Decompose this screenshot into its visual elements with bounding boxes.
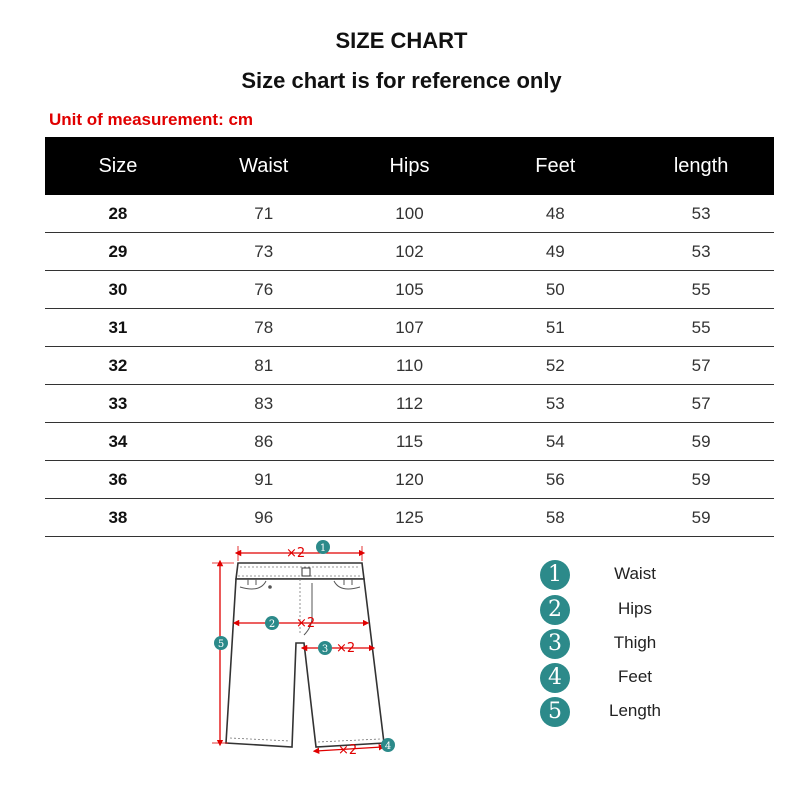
header-waist: Waist — [239, 154, 289, 177]
cell-waist: 86 — [191, 423, 337, 461]
table-row — [45, 233, 774, 271]
cell-feet: 56 — [482, 461, 628, 499]
cell-length: 59 — [628, 499, 774, 537]
cell-length: 57 — [628, 385, 774, 423]
cell-length: 59 — [628, 423, 774, 461]
header-hips: Hips — [389, 154, 430, 177]
cell-length: 55 — [628, 309, 774, 347]
marker-1 — [316, 540, 330, 554]
legend-item-feet — [540, 663, 700, 693]
belt-loop — [302, 568, 310, 576]
cell-waist: 76 — [191, 271, 337, 309]
shorts-diagram — [200, 535, 420, 775]
cell-feet: 53 — [482, 385, 628, 423]
cell-feet: 58 — [482, 499, 628, 537]
table-row — [45, 271, 774, 309]
svg-text:2: 2 — [268, 619, 276, 630]
cell-hips: 110 — [337, 347, 483, 385]
cell-length: 53 — [628, 233, 774, 271]
cell-size: 36 — [45, 461, 191, 499]
cell-waist: 73 — [191, 233, 337, 271]
cell-size: 30 — [45, 271, 191, 309]
page-title: SIZE CHART — [335, 28, 468, 53]
cell-size: 29 — [45, 233, 191, 271]
feet-x2-label: ×2 — [338, 743, 358, 758]
legend-label: Length — [609, 701, 661, 720]
cell-hips: 112 — [337, 385, 483, 423]
cell-waist: 96 — [191, 499, 337, 537]
marker-4 — [381, 738, 395, 752]
cell-hips: 100 — [337, 195, 483, 233]
legend-badge: 3 — [540, 629, 570, 659]
legend-label: Thigh — [613, 633, 657, 652]
legend-item-length — [540, 697, 700, 727]
table-row — [45, 423, 774, 461]
table-row — [45, 195, 774, 233]
table-row — [45, 385, 774, 423]
shorts-outline — [226, 563, 384, 747]
svg-text:1: 1 — [319, 543, 327, 554]
cell-feet: 48 — [482, 195, 628, 233]
cell-waist: 91 — [191, 461, 337, 499]
cell-waist: 78 — [191, 309, 337, 347]
cell-hips: 115 — [337, 423, 483, 461]
legend-badge: 1 — [540, 560, 570, 590]
legend-badge: 2 — [540, 595, 570, 625]
cell-feet: 49 — [482, 233, 628, 271]
marker-2 — [265, 616, 279, 630]
page-subtitle: Size chart is for reference only — [241, 68, 562, 93]
cell-size: 28 — [45, 195, 191, 233]
waist-x2-label: ×2 — [286, 546, 306, 561]
cell-size: 38 — [45, 499, 191, 537]
cell-hips: 125 — [337, 499, 483, 537]
cell-feet: 52 — [482, 347, 628, 385]
legend-label: Waist — [614, 564, 656, 583]
legend-item-waist — [540, 560, 700, 590]
cell-size: 32 — [45, 347, 191, 385]
cell-length: 59 — [628, 461, 774, 499]
legend-label: Feet — [617, 667, 653, 686]
svg-text:3: 3 — [321, 644, 329, 655]
table-row — [45, 461, 774, 499]
header-length: length — [673, 154, 729, 177]
table-header-row — [45, 137, 774, 195]
svg-text:5: 5 — [217, 639, 225, 650]
size-table — [45, 137, 774, 537]
cell-length: 53 — [628, 195, 774, 233]
header-size: Size — [98, 154, 138, 177]
cell-hips: 120 — [337, 461, 483, 499]
marker-3 — [318, 641, 332, 655]
button-dot — [268, 585, 272, 589]
cell-waist: 71 — [191, 195, 337, 233]
cell-length: 57 — [628, 347, 774, 385]
table-row — [45, 309, 774, 347]
cell-size: 34 — [45, 423, 191, 461]
header-feet: Feet — [535, 154, 576, 177]
table-row — [45, 347, 774, 385]
cell-waist: 81 — [191, 347, 337, 385]
svg-text:4: 4 — [384, 741, 392, 752]
cell-hips: 107 — [337, 309, 483, 347]
cell-feet: 50 — [482, 271, 628, 309]
cell-feet: 51 — [482, 309, 628, 347]
legend-badge: 5 — [540, 697, 570, 727]
legend-badge: 4 — [540, 663, 570, 693]
thigh-x2-label: ×2 — [336, 641, 356, 656]
cell-hips: 102 — [337, 233, 483, 271]
marker-5 — [214, 636, 228, 650]
cell-hips: 105 — [337, 271, 483, 309]
hips-x2-label: ×2 — [296, 616, 316, 631]
legend-item-thigh — [540, 629, 700, 659]
cell-waist: 83 — [191, 385, 337, 423]
cell-length: 55 — [628, 271, 774, 309]
cell-size: 33 — [45, 385, 191, 423]
legend-item-hips — [540, 595, 700, 625]
legend-label: Hips — [617, 599, 652, 618]
cell-size: 31 — [45, 309, 191, 347]
cell-feet: 54 — [482, 423, 628, 461]
unit-note: Unit of measurement: cm — [49, 110, 254, 129]
table-row — [45, 499, 774, 537]
